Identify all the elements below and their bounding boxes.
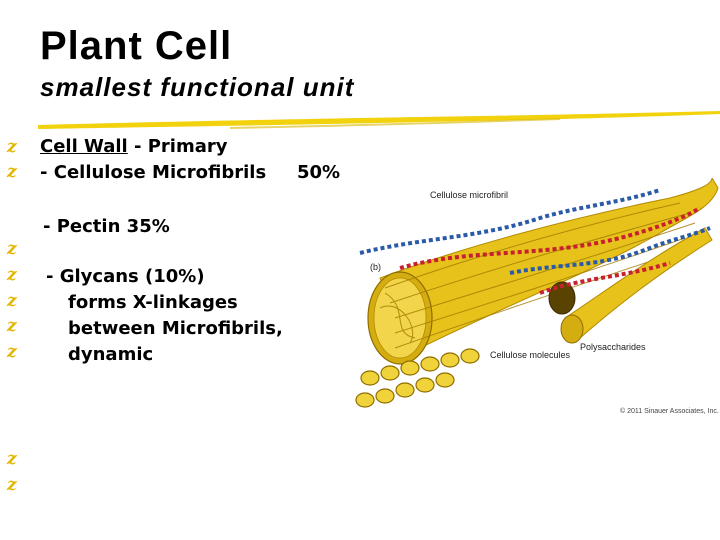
- bullet-icon: z: [7, 342, 17, 362]
- cellulose-percent: 50%: [297, 162, 341, 183]
- glycans-detail-2: between Microfibrils,: [68, 318, 283, 339]
- panel-label: (b): [370, 262, 381, 272]
- figure-credit: © 2011 Sinauer Associates, Inc.: [620, 408, 719, 415]
- title-underline-stroke: [0, 100, 720, 136]
- bullet-icon: z: [7, 291, 17, 311]
- label-cellulose-molecules: Cellulose molecules: [490, 350, 571, 360]
- pectin-line: - Pectin 35%: [43, 216, 170, 237]
- glycans-line: - Glycans (10%): [46, 266, 205, 287]
- bullet-icon: z: [7, 162, 17, 182]
- glycans-detail-3: dynamic: [68, 344, 154, 365]
- slide-subtitle: smallest functional unit: [40, 72, 355, 102]
- cellulose-molecule-chain: [356, 349, 479, 407]
- cell-wall-suffix: - Primary: [127, 136, 228, 157]
- bullet-icon: z: [7, 475, 17, 495]
- bullet-icon: z: [7, 265, 17, 285]
- bullet-icon: z: [7, 449, 17, 469]
- cellulose-line: - Cellulose Microfibrils: [40, 162, 267, 183]
- slide-title: Plant Cell: [40, 24, 233, 68]
- cell-wall-figure: [340, 178, 720, 428]
- cell-wall-heading: Cell Wall: [40, 136, 128, 157]
- bullet-icon: z: [7, 137, 17, 157]
- cell-wall-line: [40, 136, 228, 158]
- bullet-icon: z: [7, 239, 17, 259]
- label-polysaccharides: Polysaccharides: [580, 342, 646, 352]
- bullet-icon: z: [7, 316, 17, 336]
- glycans-detail-1: forms X-linkages: [68, 292, 238, 313]
- label-microfibril: Cellulose microfibril: [430, 190, 509, 200]
